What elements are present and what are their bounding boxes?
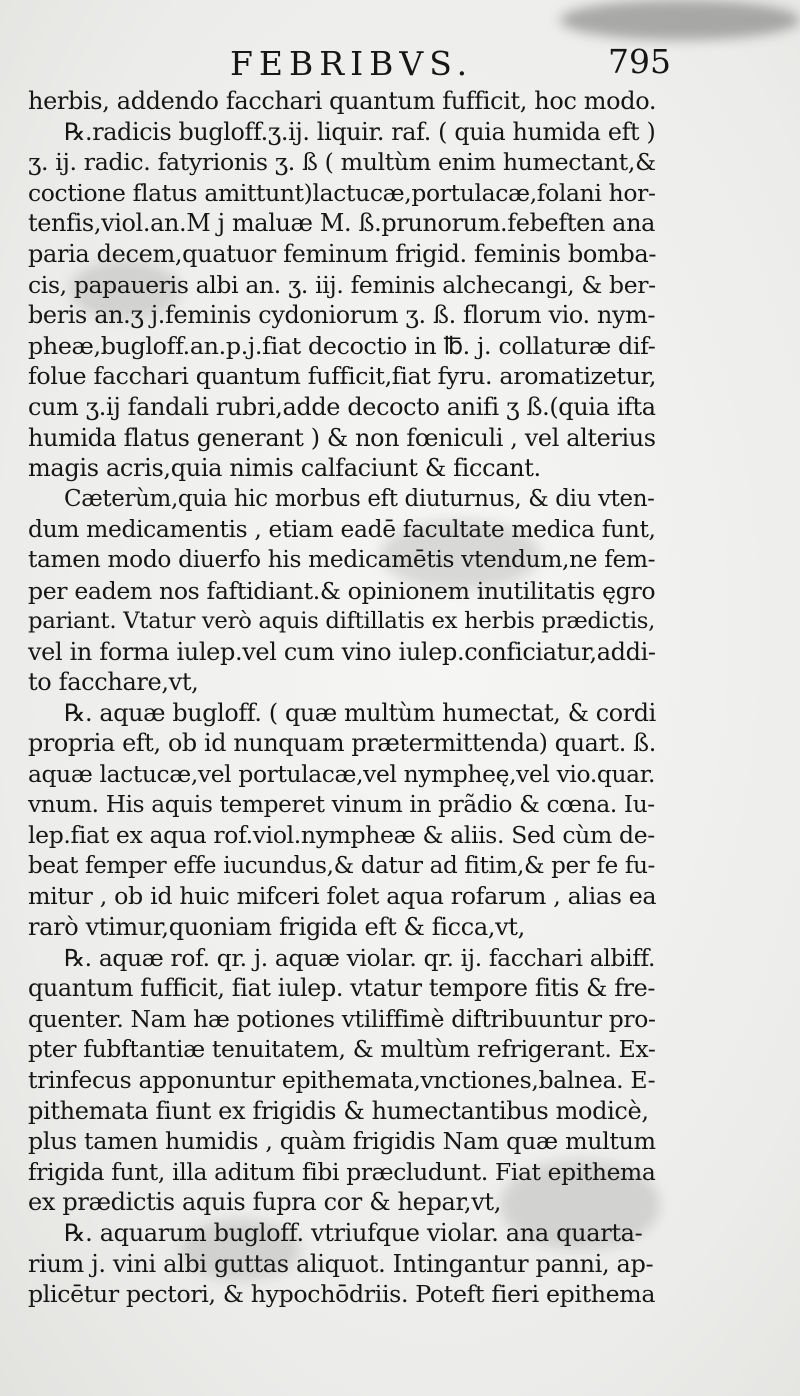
text-line: magis acris,quia nimis calfaciunt & ficcant.: [28, 454, 541, 483]
text-line: dum medicamentis , etiam eadē facultate medica funt,: [28, 515, 656, 544]
page-header: [30, 38, 670, 86]
text-line: trinfecus apponuntur epithemata,vnctiones,balnea. E-: [28, 1066, 656, 1094]
text-line: Cæterùm,quia hic morbus eft diuturnus, & diu vten-: [64, 485, 655, 512]
text-line: per eadem nos faftidiant.& opinionem inutilitatis ęgro: [28, 576, 656, 605]
text-line: coctione flatus amittunt)lactucæ,portulacæ,folani hor-: [28, 178, 656, 207]
text-line: ℞. aquæ bugloff. ( quæ multùm humectat, & cordi: [64, 698, 656, 727]
text-line: lep.fiat ex aqua rof.viol.nympheæ & aliis. Sed cùm de-: [28, 821, 655, 850]
page-number: 795: [608, 42, 671, 81]
body-text: [28, 86, 656, 1310]
text-line: aquæ lactucæ,vel portulacæ,vel nympheę,vel vio.quar.: [28, 760, 656, 789]
text-line: vel in forma iulep.vel cum vino iulep.conficiatur,addi-: [28, 637, 656, 666]
text-line: ʒ. ij. radic. fatyrionis ʒ. ß ( multùm enim humectant,&: [28, 148, 656, 177]
text-line: tenfis,viol.an.M j maluæ M. ß.prunorum.febeften ana: [28, 209, 656, 238]
text-line: plus tamen humidis , quàm frigidis Nam quæ multum: [28, 1127, 656, 1156]
text-line: vnum. His aquis temperet vinum in prãdio & cœna. Iu-: [28, 790, 655, 818]
text-line: pariant. Vtatur verò aquis diftillatis ex herbis prædictis,: [28, 608, 656, 635]
page-corner-shadow: [560, 0, 800, 40]
text-line: pter fubftantiæ tenuitatem, & multùm refrigerant. Ex-: [28, 1035, 656, 1064]
text-line: paria decem,quatuor feminum frigid. feminis bomba-: [28, 239, 657, 268]
text-line: ℞. aquæ rof. qr. j. aquæ violar. qr. ij. facchari albiff.: [64, 943, 656, 972]
text-line: cis, papaueris albi an. ʒ. iij. feminis alchecangi, & ber-: [28, 270, 656, 299]
text-line: ℞.radicis bugloff.ʒ.ij. liquir. raf. ( quia humida eft ): [64, 117, 656, 146]
text-line: propria eft, ob id nunquam prætermittenda) quart. ß.: [28, 729, 656, 758]
text-line: beat femper effe iucundus,& datur ad fitim,& per fe fu-: [28, 852, 655, 879]
text-line: humida flatus generant ) & non fœniculi , vel alterius: [28, 423, 656, 452]
text-line: rarò vtimur,quoniam frigida eft & ficca,vt,: [28, 913, 525, 942]
text-line: quantum fufficit, fiat iulep. vtatur tempore fitis & fre-: [28, 974, 656, 1003]
text-line: folue facchari quantum fufficit,fiat fyru. aromatizetur,: [28, 362, 657, 391]
text-line: rium j. vini albi guttas aliquot. Intingantur panni, ap-: [28, 1249, 654, 1278]
text-line: to facchare,vt,: [28, 668, 199, 697]
text-line: beris an.ʒ j.feminis cydoniorum ʒ. ß. florum vio. nym-: [28, 301, 656, 330]
text-line: herbis, addendo facchari quantum fufficit, hoc modo.: [28, 87, 657, 115]
text-line: mitur , ob id huic mifceri folet aqua rofarum , alias ea: [28, 882, 657, 911]
text-line: tamen modo diuerfo his medicamētis vtendum,ne fem-: [28, 545, 656, 573]
text-line: ℞. aquarum bugloff. vtriufque violar. ana quarta-: [64, 1218, 643, 1247]
text-line: quenter. Nam hæ potiones vtiliffimè diftribuuntur pro-: [28, 1004, 656, 1033]
text-line: ex prædictis aquis fupra cor & hepar,vt,: [28, 1188, 501, 1217]
text-line: frigida funt, illa aditum fibi præcludunt. Fiat epithema: [28, 1157, 656, 1186]
text-line: cum ʒ.ij fandali rubri,adde decocto anifi ʒ ß.(quia ifta: [28, 392, 656, 421]
text-line: pithemata fiunt ex frigidis & humectantibus modicè,: [28, 1096, 649, 1125]
text-line: plicētur pectori, & hypochōdriis. Poteft fieri epithema: [28, 1280, 656, 1309]
running-head: FEBRIBVS.: [230, 44, 474, 83]
text-line: pheæ,bugloff.an.p.j.fiat decoctio in ℔. j. collaturæ dif-: [28, 331, 656, 360]
